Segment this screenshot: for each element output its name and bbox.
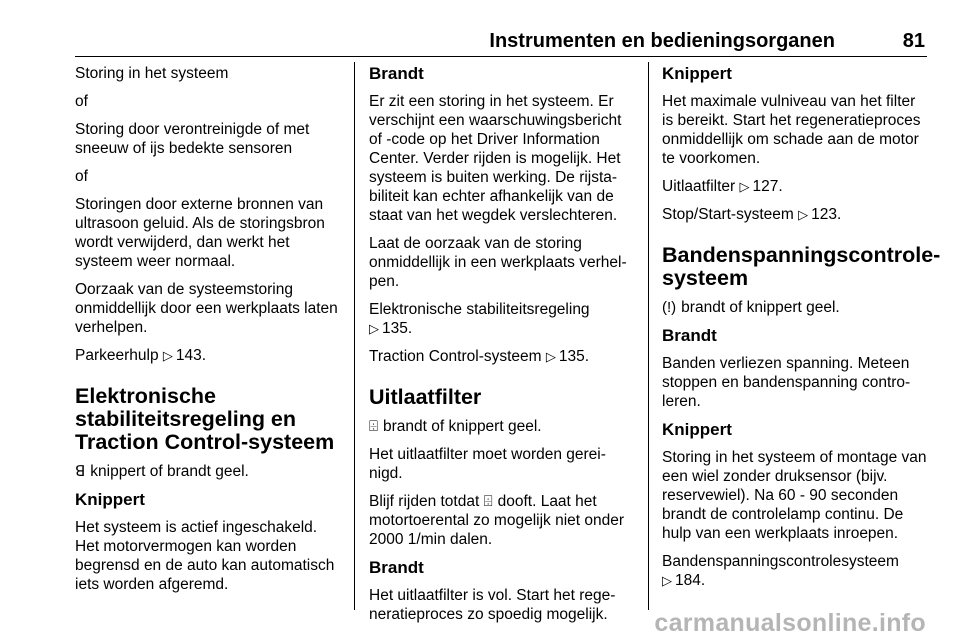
indicator-text: brandt of knippert geel. (681, 299, 840, 316)
subheading: Knippert (662, 64, 732, 83)
column-2 (369, 64, 634, 633)
column-divider (648, 62, 649, 610)
esc-warning-icon: ꓭ (75, 463, 86, 480)
cross-reference (662, 177, 928, 196)
page-number: 81 (902, 30, 925, 52)
subheading: Brandt (369, 64, 424, 83)
reference-page: 184. (675, 572, 706, 589)
paragraph: of (75, 93, 88, 110)
reference-text: Elektronische stabiliteitsregeling (369, 301, 590, 318)
paragraph: Laat de oorzaak van de storing onmiddellijk in een werkplaats verhelpen. (369, 235, 627, 290)
section-heading-uitlaatfilter: Uitlaatfilter (369, 385, 482, 409)
cross-reference (369, 347, 634, 366)
reference-page: 143. (175, 347, 207, 364)
paragraph: Storingen door externe bronnen van ultrasoon geluid. Als de storingsbron wordt verwijderd, dan werkt het systeem weer normaal. (75, 196, 325, 270)
section-heading-esc: Elektronische stabiliteitsregeling en Traction Control-systeem (75, 384, 335, 454)
page-header (75, 30, 927, 56)
reference-page: 123. (811, 206, 842, 223)
paragraph: Storing in het systeem of montage van een wiel zonder druksensor (bijv. reservewiel). Na 60 - 90 seconden brandt de controlelamp continu. De hulp van een werkplaats inroepen. (662, 449, 927, 542)
watermark: carmanualsonline.info (654, 609, 926, 637)
reference-text: Stop/Start-systeem (662, 206, 794, 223)
paragraph: Het uitlaatfilter is vol. Start het regeneratieproces zo spoedig mogelijk. (369, 587, 616, 623)
cross-reference (75, 346, 340, 365)
indicator-text: brandt of knippert geel. (383, 418, 542, 435)
arrow-reference-icon: ▷ (798, 207, 809, 222)
paragraph: Het maximale vulniveau van het filter is bereikt. Start het regeneratieproces onmiddellijk om schade aan de motor te voorkomen. (662, 93, 921, 167)
reference-page: 135. (558, 348, 590, 365)
paragraph: Banden verliezen spanning. Meteen stoppen en bandenspanning controleren. (662, 355, 911, 410)
exhaust-filter-icon: ⌹ (483, 493, 493, 510)
paragraph: Storing in het systeem (75, 65, 229, 82)
arrow-reference-icon: ▷ (369, 321, 379, 336)
header-title: Instrumenten en bedieningsorganen (489, 30, 835, 52)
tire-pressure-icon: (!) (662, 299, 677, 316)
arrow-reference-icon: ▷ (545, 349, 556, 364)
paragraph: Oorzaak van de systeemstoring onmiddellijk door een werkplaats laten verhelpen. (75, 281, 338, 336)
header-rule (75, 56, 927, 57)
indicator-line (662, 298, 928, 317)
paragraph: Er zit een storing in het systeem. Er verschijnt een waarschuwingsbericht of -code op het Driver Information Center. Verder rijden is mogelijk. Het systeem is buiten werking. De rijstabiliteit kan echter afhankelijk van de staat van het wegdek verslechteren. (369, 93, 622, 224)
indicator-text: knippert of brandt geel. (90, 463, 249, 480)
arrow-reference-icon: ▷ (739, 179, 750, 194)
indicator-line (75, 462, 340, 481)
arrow-reference-icon: ▷ (162, 348, 173, 363)
reference-text: Bandenspanningscontrolesysteem (662, 553, 899, 570)
cross-reference (369, 300, 634, 338)
reference-page: 127. (752, 178, 783, 195)
subheading: Brandt (369, 558, 424, 577)
paragraph: of (75, 168, 88, 185)
section-heading-tpms: Bandenspanningscontrolesysteem (662, 243, 941, 290)
column-divider (354, 62, 355, 610)
indicator-line (369, 417, 634, 436)
cross-reference (662, 205, 928, 224)
cross-reference (662, 552, 928, 590)
reference-text: Traction Control-systeem (369, 348, 542, 365)
paragraph: Storing door verontreinigde of met sneeuw of ijs bedekte sensoren (75, 121, 310, 157)
paragraph: Het systeem is actief ingeschakeld. Het motorvermogen kan worden begrensd en de auto kan automatisch iets worden afgeremd. (75, 519, 335, 593)
reference-page: 135. (382, 320, 413, 337)
arrow-reference-icon: ▷ (662, 573, 672, 588)
column-3 (662, 64, 941, 599)
subheading: Knippert (662, 420, 732, 439)
reference-text: Uitlaatfilter (662, 178, 736, 195)
paragraph: Blijf rijden totdat ⌹ dooft. Laat het motortoerental zo mogelijk niet onder 2000 1/min dalen. (369, 493, 625, 548)
paragraph: Het uitlaatfilter moet worden gereinigd. (369, 446, 606, 482)
subheading: Knippert (75, 490, 145, 509)
reference-text: Parkeerhulp (75, 347, 159, 364)
column-1 (75, 64, 340, 603)
subheading: Brandt (662, 326, 717, 345)
exhaust-filter-icon: ⌹ (369, 418, 379, 435)
